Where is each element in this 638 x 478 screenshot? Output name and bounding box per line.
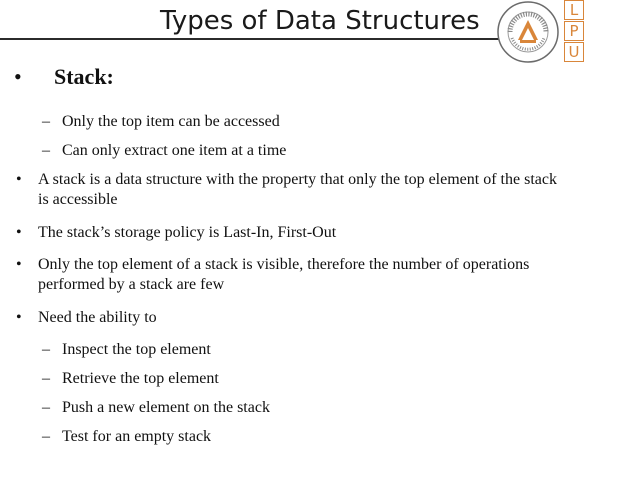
stack-heading-bullet [14,64,114,90]
bullet-marker: • [16,309,22,326]
bullet-item [16,255,529,295]
bullet-item [16,170,557,210]
sub-item [42,369,219,389]
logo-letter-u: U [564,42,584,62]
sub-item [42,398,270,418]
title-underline [0,38,500,40]
bullet-marker: • [16,224,22,241]
sub-item [42,427,211,447]
sub-item-text: Retrieve the top element [62,370,219,387]
sub-item-text: Push a new element on the stack [62,399,270,416]
bullet-item [16,223,336,243]
dash-marker: – [42,428,50,445]
sub-item [42,112,280,132]
dash-marker: – [42,399,50,416]
sub-item-text: Can only extract one item at a time [62,142,287,159]
bullet-marker: • [16,171,22,188]
slide-title: Types of Data Structures [160,6,480,36]
bullet-text-line1: Only the top element of a stack is visible, therefore the number of operations [38,256,530,273]
dash-marker: – [42,113,50,130]
stack-heading: Stack: [54,64,114,89]
sub-item-text: Only the top item can be accessed [62,113,280,130]
bullet-text-line2: is accessible [38,191,118,208]
bullet-marker: • [14,64,22,89]
bullet-marker: • [16,256,22,273]
bullet-text-line1: Need the ability to [38,309,157,326]
sub-item [42,340,211,360]
sub-item [42,141,286,161]
university-seal-logo [496,0,560,64]
bullet-item [16,308,157,328]
bullet-text-line2: performed by a stack are few [38,276,225,293]
sub-item-text: Inspect the top element [62,341,211,358]
bullet-text-line1: The stack’s storage policy is Last-In, First-Out [38,224,337,241]
dash-marker: – [42,142,50,159]
dash-marker: – [42,370,50,387]
dash-marker: – [42,341,50,358]
bullet-text-line1: A stack is a data structure with the property that only the top element of the stack [38,171,557,188]
logo-letter-l: L [564,0,584,20]
logo-letter-p: P [564,21,584,41]
sub-item-text: Test for an empty stack [62,428,212,445]
